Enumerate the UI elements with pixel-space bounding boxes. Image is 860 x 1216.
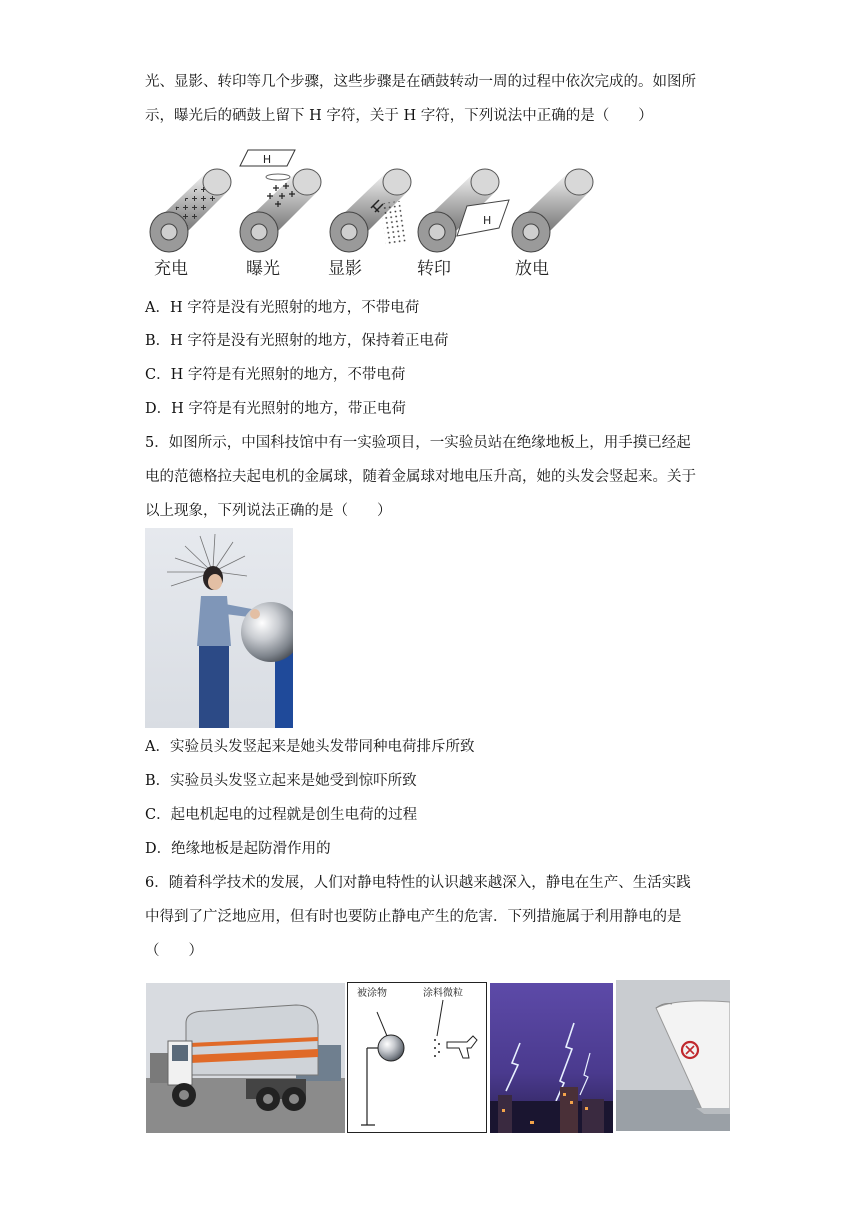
q4-stem-line-1: 光、显影、转印等几个步骤，这些步骤是在硒鼓转动一周的过程中依次完成的。如图所 [145,74,696,90]
van-de-graaff-photo [145,528,293,728]
caption-transfer: 转印 [417,259,451,279]
q4-option-d: D．H 字符是有光照射的地方，带正电荷 [145,401,406,417]
drum-exposure [240,150,321,252]
q4-option-a: A．H 字符是没有光照射的地方，不带电荷 [145,300,420,316]
q6-stem-line-3: （ ） [145,943,203,959]
caption-exposure: 曝光 [246,259,280,279]
drum-discharge [512,169,593,252]
q4-option-b: B．H 字符是没有光照射的地方，保持着正电荷 [145,333,449,349]
q5-option-d: D．绝缘地板是起防滑作用的 [145,841,331,857]
q5-option-c: C．起电机起电的过程就是创生电荷的过程 [145,807,418,823]
drum-process-figure [145,140,595,282]
drum-transfer [418,169,509,252]
caption-development: 显影 [328,259,362,279]
q6-stem-line-2: 中得到了广泛地应用，但有时也要防止静电产生的危害．下列措施属于利用静电的是 [145,909,682,925]
q6-stem-line-1: 6．随着科学技术的发展，人们对静电特性的认识越来越深入，静电在生产、生活实践 [145,875,691,891]
exposure-letter: H [262,153,272,166]
caption-discharge: 放电 [515,259,549,279]
q4-option-c: C．H 字符是有光照射的地方，不带电荷 [145,367,406,383]
electrostatic-painting-diagram [347,982,487,1133]
q5-option-a: A．实验员头发竖起来是她头发带同种电荷排斥所致 [145,739,475,755]
q5-option-b: B．实验员头发竖立起来是她受到惊吓所致 [145,773,417,789]
q5-stem-line-1: 5．如图所示，中国科技馆中有一实验项目，一实验员站在绝缘地板上，用手摸已经起 [145,435,691,451]
q5-stem-line-2: 电的范德格拉夫起电机的金属球，随着金属球对地电压升高，她的头发会竖起来。关于 [145,469,696,485]
q4-stem-line-2: 示，曝光后的硒鼓上留下 H 字符，关于 H 字符，下列说法中正确的是（ ） [145,108,653,124]
q5-stem-line-3: 以上现象，下列说法正确的是（ ） [145,503,392,519]
painted-object-label: 被涂物 [357,988,387,999]
drum-development [330,169,411,252]
paint-particles-label: 涂料微粒 [423,988,463,999]
drum-charge [150,169,231,252]
transfer-letter: H [483,214,492,227]
aircraft-wing-photo [616,980,730,1131]
lightning-photo [490,983,613,1133]
tanker-truck-photo [146,983,345,1133]
caption-charge: 充电 [154,259,188,279]
